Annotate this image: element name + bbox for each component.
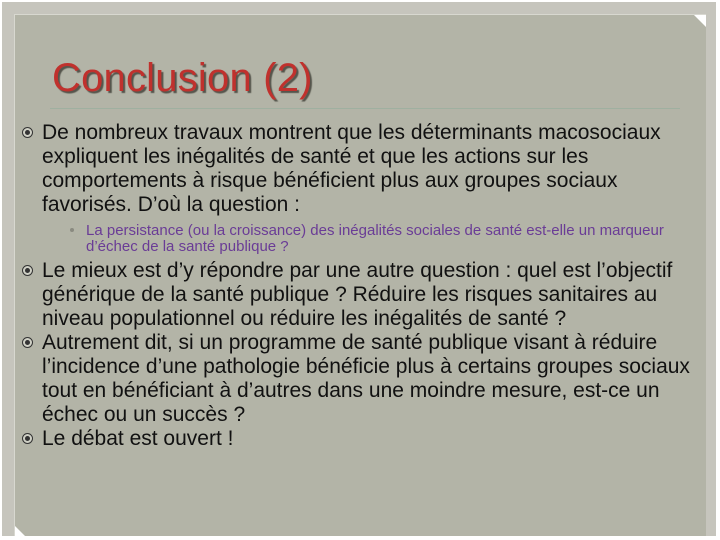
title-divider bbox=[50, 108, 680, 109]
bullet-item-text: De nombreux travaux montrent que les déterminants macosociaux expliquent les inégalités de santé et que les actions sur les comportements à risque bénéficient plus aux groupes sociaux favorisés. D’où la question : bbox=[42, 121, 661, 216]
bullet-item-text: Le mieux est d’y répondre par une autre question : quel est l’objectif générique de la santé publique ? Réduire les risques sanitaires au niveau populationnel ou réduire les inégalités de santé ? bbox=[42, 259, 673, 330]
dot-bullet-icon bbox=[70, 228, 74, 232]
circle-bullet-icon bbox=[22, 433, 33, 444]
bullet-list bbox=[22, 121, 712, 451]
circle-bullet-icon bbox=[22, 127, 33, 138]
folded-corner-top-right bbox=[694, 15, 706, 27]
sub-bullet-item-1 bbox=[66, 223, 676, 255]
bullet-item-2 bbox=[22, 259, 702, 331]
folded-corner-bottom-left bbox=[15, 526, 25, 536]
bullet-item-4 bbox=[22, 427, 702, 451]
circle-bullet-icon bbox=[22, 337, 33, 348]
circle-bullet-icon bbox=[22, 265, 33, 276]
bullet-item-1 bbox=[22, 121, 682, 217]
bullet-item-text: Le débat est ouvert ! bbox=[42, 427, 234, 450]
bullet-item-text: Autrement dit, si un programme de santé publique visant à réduire l’incidence d’une pathologie bénéficie plus à certains groupes sociaux tout en bénéficiant à d’autres dans une moindre mesure, est-ce un échec ou un succès ? bbox=[42, 331, 690, 426]
sub-bullet-item-text: La persistance (ou la croissance) des inégalités sociales de santé est-elle un marqueur d’échec de la santé publique ? bbox=[86, 222, 664, 255]
bullet-item-3 bbox=[22, 331, 712, 427]
slide-title: Conclusion (2) bbox=[52, 56, 313, 100]
